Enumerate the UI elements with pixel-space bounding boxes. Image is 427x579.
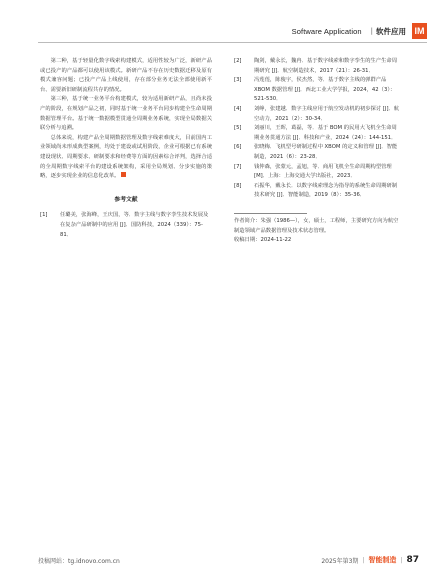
reference-number: [7] — [234, 163, 242, 170]
page-footer — [38, 554, 427, 566]
body-paragraph: 第三种，基于统一业务平台构建模式，较为适用新研产品，且尚未投产的阶段，在规划产品之初，同时基于统一业务平台同步构建全生命周期数据管理平台。基于统一数据模型贯通全周期业务系统，实现全局数据关联分析与追溯。 — [40, 96, 212, 132]
reference-number: [3] — [234, 77, 242, 84]
reference-text: 刘峥，张建越．数字主线应用于航空发动机的初步探讨 [J]．航空动力，2021（2）：30-34． — [254, 105, 400, 122]
right-column — [234, 57, 400, 246]
reference-item — [234, 57, 400, 76]
submission-website: 投稿网站：tg.idnovo.com.cn — [38, 557, 120, 565]
reference-text: 张晓梅．飞机型号研制过程中 XBOM 的定义和管理 [J]．智能制造，2021（6）：23-28． — [254, 144, 398, 160]
reference-number: [5] — [234, 125, 242, 132]
journal-logo-block: IM — [412, 23, 427, 39]
magazine-name: 智能制造 — [368, 556, 397, 564]
references-heading: 参考文献 — [114, 196, 138, 203]
reference-text: 刘丽川，王晖，葛磊，等．基于 BOM 的民用大飞机全生命周期业务贯通方法 [J]．科技和产业，2024（24）：144-151． — [254, 125, 397, 141]
reference-text: 冯莲莲，陈俊宇，侯杰然，等．基于数字主线的弹群产品 XBOM 数据管理 [J]．西北工业大学学报，2024，42（3）：521-530． — [254, 77, 396, 103]
reference-item — [40, 211, 212, 240]
received-date: 收稿日期：2024-11-22 — [234, 237, 292, 244]
reference-item — [234, 105, 400, 124]
author-note — [234, 217, 400, 246]
footer-separator: | — [362, 556, 365, 564]
reference-number: [8] — [234, 182, 242, 189]
reference-item — [234, 76, 400, 105]
reference-number: [2] — [234, 58, 242, 64]
reference-number: [1] — [40, 212, 48, 219]
article-end-mark — [121, 172, 126, 177]
reference-item — [234, 163, 400, 182]
section-title-cn: 软件应用 — [376, 26, 406, 36]
reference-item — [234, 124, 400, 143]
section-title-en: Software Application — [291, 26, 362, 36]
footer-separator: | — [400, 556, 403, 564]
header-rule — [38, 42, 427, 43]
running-header — [292, 23, 427, 39]
reference-item — [234, 182, 400, 201]
reference-text: 陶剑，戴永长，魏冉．基于数字线索和数字孪生的生产生命周期研究 [J]．航空制造技术，2017（21）：26-31． — [254, 58, 398, 74]
author-bio: 作者简介：朱强（1986—），女，硕士，工程师，主要研究方向为航空制造领域产品数据管理及技术状态管理。 — [234, 217, 399, 234]
left-column — [40, 57, 212, 240]
reference-text: 任璐美，张海峰，王庆国，等．数字主线与数字孪生技术发展及在复杂产品研制中的应用 [J]．国防科技，2024（339）：75-81． — [60, 212, 209, 238]
reference-text: 石振华，戴永长．以数字线索理念为指导的系统生命周期研制技术研究 [J]．智能制造，2019（8）：35-36． — [254, 182, 398, 199]
reference-number: [6] — [234, 144, 242, 151]
author-note-rule — [234, 213, 307, 214]
page-number: 87 — [406, 555, 419, 565]
header-separator: | — [370, 27, 373, 35]
reference-item — [234, 143, 400, 162]
issue-label: 2025年第3期 — [321, 557, 359, 565]
reference-text: 钱仲森，张蒙元，孟旭，等．商用飞机全生命周期构型管理 [M]．上海：上海交通大学出版社，2023． — [254, 163, 392, 180]
body-paragraph: 总体来说，构建产品全周期数据管理及数字线索难度大，目前国内工业领域尚未形成典型案例，均处于建设或试用阶段，企业可根据已有系统建设现状、周期要求、研制要求和经费等方面的因素综合评判，选择合适的全周期数字线索平台的建设系统架构，采用全局规划、分步实施的策略，逐步实现企业的信息化改革。 — [40, 134, 212, 180]
body-paragraph: 第二种，基于轻量化数字线索构建模式，适用性较为广泛，新研产品或已投产的产品都可以使用该模式。新研产品不存在历史数据迁移及原有模式兼容问题；已投产产品上线使用，存在部分业务无法全部使用新平台、需要新旧研制流程共存的情况。 — [40, 58, 212, 93]
reference-number: [4] — [234, 105, 242, 112]
